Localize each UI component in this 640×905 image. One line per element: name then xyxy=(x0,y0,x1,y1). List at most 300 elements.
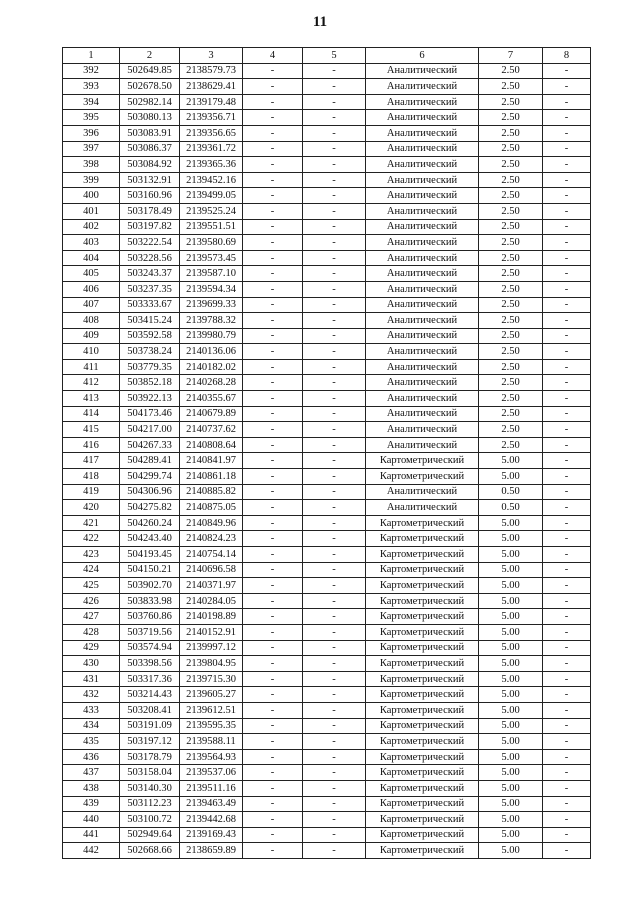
table-row xyxy=(63,547,591,563)
table-cell: - xyxy=(543,484,591,500)
table-cell: Аналитический xyxy=(366,188,479,204)
table-cell: Картометрический xyxy=(366,687,479,703)
table-cell: Аналитический xyxy=(366,79,479,95)
table-cell: 412 xyxy=(63,375,120,391)
table-cell: 502678.50 xyxy=(120,79,180,95)
table-cell: - xyxy=(543,110,591,126)
table-cell: 2139442.68 xyxy=(180,812,243,828)
table-cell: - xyxy=(303,531,366,547)
table-row xyxy=(63,515,591,531)
table-cell: - xyxy=(303,406,366,422)
table-cell: 2139537.06 xyxy=(180,765,243,781)
table-cell: - xyxy=(243,500,303,516)
table-cell: 2.50 xyxy=(479,219,543,235)
table-cell: Картометрический xyxy=(366,562,479,578)
table-cell: - xyxy=(543,624,591,640)
table-cell: 441 xyxy=(63,827,120,843)
table-cell: - xyxy=(543,359,591,375)
table-cell: 2.50 xyxy=(479,297,543,313)
table-cell: 2140355.67 xyxy=(180,391,243,407)
table-cell: 2139594.34 xyxy=(180,281,243,297)
table-cell: - xyxy=(543,827,591,843)
table-cell: - xyxy=(243,531,303,547)
table-row xyxy=(63,235,591,251)
table-cell: 502949.64 xyxy=(120,827,180,843)
table-cell: - xyxy=(303,422,366,438)
table-cell: - xyxy=(543,250,591,266)
table-cell: - xyxy=(243,406,303,422)
table-cell: 2140849.96 xyxy=(180,515,243,531)
table-cell: - xyxy=(543,702,591,718)
table-cell: Картометрический xyxy=(366,609,479,625)
table-cell: 415 xyxy=(63,422,120,438)
table-cell: - xyxy=(303,266,366,282)
table-row xyxy=(63,110,591,126)
table-cell: 2.50 xyxy=(479,391,543,407)
table-cell: 503160.96 xyxy=(120,188,180,204)
table-cell: 2139452.16 xyxy=(180,172,243,188)
table-cell: Картометрический xyxy=(366,796,479,812)
table-cell: 503228.56 xyxy=(120,250,180,266)
table-cell: - xyxy=(543,671,591,687)
table-cell: - xyxy=(243,640,303,656)
table-cell: - xyxy=(243,547,303,563)
table-row xyxy=(63,827,591,843)
table-cell: - xyxy=(243,188,303,204)
table-cell: - xyxy=(543,406,591,422)
table-cell: 2.50 xyxy=(479,422,543,438)
table-cell: 396 xyxy=(63,125,120,141)
column-header: 4 xyxy=(243,48,303,64)
table-cell: 5.00 xyxy=(479,687,543,703)
table-cell: 436 xyxy=(63,749,120,765)
table-row xyxy=(63,796,591,812)
table-cell: - xyxy=(243,297,303,313)
table-cell: 503833.98 xyxy=(120,593,180,609)
table-row xyxy=(63,453,591,469)
table-cell: 503086.37 xyxy=(120,141,180,157)
table-cell: - xyxy=(303,344,366,360)
table-cell: - xyxy=(243,687,303,703)
table-cell: - xyxy=(243,313,303,329)
table-cell: - xyxy=(543,391,591,407)
table-cell: 503719.56 xyxy=(120,624,180,640)
table-cell: - xyxy=(303,157,366,173)
table-cell: - xyxy=(243,734,303,750)
table-row xyxy=(63,344,591,360)
table-cell: Картометрический xyxy=(366,624,479,640)
table-row xyxy=(63,406,591,422)
table-cell: - xyxy=(303,110,366,126)
table-cell: 2.50 xyxy=(479,110,543,126)
table-cell: - xyxy=(243,843,303,859)
table-cell: 504150.21 xyxy=(120,562,180,578)
table-cell: - xyxy=(243,172,303,188)
table-cell: 504267.33 xyxy=(120,437,180,453)
table-cell: 5.00 xyxy=(479,562,543,578)
table-cell: - xyxy=(303,125,366,141)
table-cell: - xyxy=(543,422,591,438)
table-cell: 2.50 xyxy=(479,344,543,360)
table-cell: 439 xyxy=(63,796,120,812)
table-cell: Аналитический xyxy=(366,235,479,251)
table-cell: 414 xyxy=(63,406,120,422)
table-cell: 5.00 xyxy=(479,609,543,625)
table-cell: - xyxy=(303,391,366,407)
table-cell: Картометрический xyxy=(366,702,479,718)
table-cell: 2140875.05 xyxy=(180,500,243,516)
table-cell: 5.00 xyxy=(479,624,543,640)
table-row xyxy=(63,375,591,391)
table-cell: - xyxy=(543,79,591,95)
table-cell: 2140182.02 xyxy=(180,359,243,375)
table-cell: - xyxy=(243,718,303,734)
table-cell: - xyxy=(543,500,591,516)
table-cell: - xyxy=(243,110,303,126)
table-cell: - xyxy=(303,250,366,266)
table-row xyxy=(63,313,591,329)
table-cell: Картометрический xyxy=(366,469,479,485)
table-cell: 2140885.82 xyxy=(180,484,243,500)
table-cell: - xyxy=(303,702,366,718)
table-cell: 397 xyxy=(63,141,120,157)
table-cell: 2.50 xyxy=(479,250,543,266)
table-cell: 2.50 xyxy=(479,125,543,141)
table-cell: 503112.23 xyxy=(120,796,180,812)
table-cell: 2139361.72 xyxy=(180,141,243,157)
table-cell: 503214.43 xyxy=(120,687,180,703)
table-row xyxy=(63,63,591,79)
table-cell: - xyxy=(543,562,591,578)
table-cell: Аналитический xyxy=(366,391,479,407)
table-cell: 420 xyxy=(63,500,120,516)
table-cell: - xyxy=(303,375,366,391)
table-cell: 427 xyxy=(63,609,120,625)
table-cell: - xyxy=(243,391,303,407)
table-cell: 503317.36 xyxy=(120,671,180,687)
table-cell: Картометрический xyxy=(366,547,479,563)
table-cell: 5.00 xyxy=(479,593,543,609)
table-cell: 434 xyxy=(63,718,120,734)
table-cell: - xyxy=(243,671,303,687)
table-cell: 503398.56 xyxy=(120,656,180,672)
table-cell: - xyxy=(543,188,591,204)
table-cell: 503902.70 xyxy=(120,578,180,594)
table-cell: 2.50 xyxy=(479,375,543,391)
table-cell: 2140136.06 xyxy=(180,344,243,360)
table-row xyxy=(63,687,591,703)
table-cell: 504289.41 xyxy=(120,453,180,469)
table-cell: 0.50 xyxy=(479,500,543,516)
table-cell: - xyxy=(243,344,303,360)
table-row xyxy=(63,203,591,219)
table-cell: - xyxy=(303,469,366,485)
table-cell: 405 xyxy=(63,266,120,282)
table-cell: 2139699.33 xyxy=(180,297,243,313)
table-cell: 2.50 xyxy=(479,141,543,157)
table-cell: 503738.24 xyxy=(120,344,180,360)
table-cell: 503760.86 xyxy=(120,609,180,625)
table-cell: 5.00 xyxy=(479,812,543,828)
table-row xyxy=(63,437,591,453)
table-cell: 2.50 xyxy=(479,437,543,453)
table-cell: - xyxy=(543,843,591,859)
table-cell: - xyxy=(243,484,303,500)
table-cell: Аналитический xyxy=(366,484,479,500)
column-header: 1 xyxy=(63,48,120,64)
table-cell: - xyxy=(303,328,366,344)
table-cell: 428 xyxy=(63,624,120,640)
table-cell: 411 xyxy=(63,359,120,375)
table-cell: - xyxy=(303,656,366,672)
page-number: 11 xyxy=(312,14,328,30)
table-cell: 2139997.12 xyxy=(180,640,243,656)
table-cell: - xyxy=(243,157,303,173)
table-cell: 2.50 xyxy=(479,281,543,297)
table-cell: 2139605.27 xyxy=(180,687,243,703)
table-cell: - xyxy=(543,172,591,188)
table-cell: 392 xyxy=(63,63,120,79)
table-cell: Аналитический xyxy=(366,141,479,157)
table-row xyxy=(63,562,591,578)
table-cell: 423 xyxy=(63,547,120,563)
table-cell: - xyxy=(303,843,366,859)
table-cell: Аналитический xyxy=(366,110,479,126)
table-cell: - xyxy=(243,812,303,828)
table-cell: - xyxy=(243,375,303,391)
table-cell: Аналитический xyxy=(366,250,479,266)
table-cell: - xyxy=(543,718,591,734)
column-header: 3 xyxy=(180,48,243,64)
table-row xyxy=(63,671,591,687)
table-cell: - xyxy=(303,281,366,297)
table-row xyxy=(63,734,591,750)
table-cell: - xyxy=(243,562,303,578)
table-row xyxy=(63,188,591,204)
table-cell: - xyxy=(543,609,591,625)
column-header: 2 xyxy=(120,48,180,64)
table-row xyxy=(63,469,591,485)
table-cell: - xyxy=(303,578,366,594)
table-cell: 5.00 xyxy=(479,765,543,781)
table-cell: - xyxy=(543,125,591,141)
table-cell: 2139179.48 xyxy=(180,94,243,110)
table-row xyxy=(63,94,591,110)
table-cell: - xyxy=(303,141,366,157)
table-row xyxy=(63,297,591,313)
table-cell: - xyxy=(303,640,366,656)
table-cell: - xyxy=(243,578,303,594)
table-row xyxy=(63,812,591,828)
column-header: 6 xyxy=(366,48,479,64)
column-header: 7 xyxy=(479,48,543,64)
table-cell: 402 xyxy=(63,219,120,235)
table-cell: - xyxy=(303,203,366,219)
table-row xyxy=(63,578,591,594)
table-cell: 503197.12 xyxy=(120,734,180,750)
header-row xyxy=(63,48,591,64)
table-cell: 504299.74 xyxy=(120,469,180,485)
table-cell: 401 xyxy=(63,203,120,219)
table-cell: Аналитический xyxy=(366,500,479,516)
table-cell: Аналитический xyxy=(366,172,479,188)
table-cell: Картометрический xyxy=(366,827,479,843)
table-cell: 2140861.18 xyxy=(180,469,243,485)
table-cell: - xyxy=(303,219,366,235)
table-cell: Картометрический xyxy=(366,780,479,796)
table-cell: - xyxy=(303,172,366,188)
table-row xyxy=(63,250,591,266)
table-cell: - xyxy=(243,593,303,609)
table-cell: - xyxy=(303,812,366,828)
table-cell: Аналитический xyxy=(366,219,479,235)
table-cell: 2139356.65 xyxy=(180,125,243,141)
table-cell: Аналитический xyxy=(366,406,479,422)
table-cell: 2139715.30 xyxy=(180,671,243,687)
table-cell: - xyxy=(303,515,366,531)
table-header xyxy=(63,48,591,64)
table-row xyxy=(63,765,591,781)
table-cell: - xyxy=(243,515,303,531)
table-cell: - xyxy=(543,796,591,812)
table-cell: - xyxy=(243,141,303,157)
table-cell: Картометрический xyxy=(366,640,479,656)
table-cell: - xyxy=(303,609,366,625)
table-cell: 426 xyxy=(63,593,120,609)
table-cell: 395 xyxy=(63,110,120,126)
table-row xyxy=(63,484,591,500)
table-cell: Картометрический xyxy=(366,734,479,750)
table-cell: 2139511.16 xyxy=(180,780,243,796)
table-cell: - xyxy=(243,281,303,297)
table-cell: 429 xyxy=(63,640,120,656)
table-cell: - xyxy=(543,687,591,703)
table-cell: 400 xyxy=(63,188,120,204)
table-cell: - xyxy=(243,203,303,219)
table-cell: - xyxy=(543,266,591,282)
table-cell: 2140152.91 xyxy=(180,624,243,640)
table-cell: 503333.67 xyxy=(120,297,180,313)
table-row xyxy=(63,531,591,547)
table-cell: - xyxy=(303,562,366,578)
table-cell: - xyxy=(543,94,591,110)
table-cell: Аналитический xyxy=(366,266,479,282)
table-cell: 399 xyxy=(63,172,120,188)
table-cell: 440 xyxy=(63,812,120,828)
table-cell: Аналитический xyxy=(366,313,479,329)
table-cell: - xyxy=(543,219,591,235)
table-cell: - xyxy=(543,437,591,453)
table-cell: 2140268.28 xyxy=(180,375,243,391)
table-cell: Картометрический xyxy=(366,749,479,765)
table-cell: 409 xyxy=(63,328,120,344)
table-cell: 2.50 xyxy=(479,172,543,188)
table-cell: - xyxy=(543,375,591,391)
table-cell: Аналитический xyxy=(366,297,479,313)
table-cell: Аналитический xyxy=(366,437,479,453)
table-cell: - xyxy=(303,235,366,251)
table-row xyxy=(63,624,591,640)
table-row xyxy=(63,609,591,625)
table-cell: - xyxy=(303,500,366,516)
table-cell: 503197.82 xyxy=(120,219,180,235)
table-cell: 503922.13 xyxy=(120,391,180,407)
table-row xyxy=(63,718,591,734)
table-cell: 504275.82 xyxy=(120,500,180,516)
table-cell: 433 xyxy=(63,702,120,718)
table-cell: - xyxy=(543,812,591,828)
table-row xyxy=(63,266,591,282)
table-cell: - xyxy=(243,266,303,282)
table-cell: Картометрический xyxy=(366,515,479,531)
table-cell: 2139580.69 xyxy=(180,235,243,251)
table-cell: 2140824.23 xyxy=(180,531,243,547)
table-cell: - xyxy=(543,749,591,765)
table-cell: 398 xyxy=(63,157,120,173)
table-cell: 2.50 xyxy=(479,203,543,219)
table-cell: Аналитический xyxy=(366,157,479,173)
table-cell: 2139980.79 xyxy=(180,328,243,344)
table-cell: 416 xyxy=(63,437,120,453)
table-cell: 2139595.35 xyxy=(180,718,243,734)
table-cell: - xyxy=(303,749,366,765)
table-cell: 503852.18 xyxy=(120,375,180,391)
table-cell: - xyxy=(543,281,591,297)
table-row xyxy=(63,328,591,344)
table-cell: 504173.46 xyxy=(120,406,180,422)
table-cell: 407 xyxy=(63,297,120,313)
table-cell: - xyxy=(243,219,303,235)
table-cell: 503222.54 xyxy=(120,235,180,251)
table-cell: - xyxy=(303,484,366,500)
table-cell: 5.00 xyxy=(479,749,543,765)
table-cell: 503178.49 xyxy=(120,203,180,219)
table-cell: 437 xyxy=(63,765,120,781)
table-cell: 5.00 xyxy=(479,718,543,734)
table-cell: - xyxy=(543,469,591,485)
table-cell: 2140737.62 xyxy=(180,422,243,438)
table-cell: 2140198.89 xyxy=(180,609,243,625)
table-cell: Картометрический xyxy=(366,453,479,469)
table-cell: - xyxy=(543,203,591,219)
table-cell: - xyxy=(303,718,366,734)
table-row xyxy=(63,79,591,95)
table-cell: 0.50 xyxy=(479,484,543,500)
table-row xyxy=(63,125,591,141)
table-cell: 2.50 xyxy=(479,266,543,282)
table-cell: - xyxy=(243,609,303,625)
table-cell: - xyxy=(243,780,303,796)
table-cell: - xyxy=(303,94,366,110)
table-cell: 502649.85 xyxy=(120,63,180,79)
table-cell: 2138659.89 xyxy=(180,843,243,859)
table-cell: Аналитический xyxy=(366,344,479,360)
column-header: 5 xyxy=(303,48,366,64)
table-row xyxy=(63,780,591,796)
table-cell: 2139499.05 xyxy=(180,188,243,204)
table-cell: 503100.72 xyxy=(120,812,180,828)
table-cell: 503191.09 xyxy=(120,718,180,734)
table-cell: 5.00 xyxy=(479,734,543,750)
table-cell: 2.50 xyxy=(479,79,543,95)
table-cell: - xyxy=(543,656,591,672)
table-cell: 442 xyxy=(63,843,120,859)
table-cell: 2.50 xyxy=(479,359,543,375)
table-cell: - xyxy=(303,780,366,796)
table-cell: Картометрический xyxy=(366,812,479,828)
table-cell: 2139169.43 xyxy=(180,827,243,843)
table-cell: - xyxy=(243,328,303,344)
